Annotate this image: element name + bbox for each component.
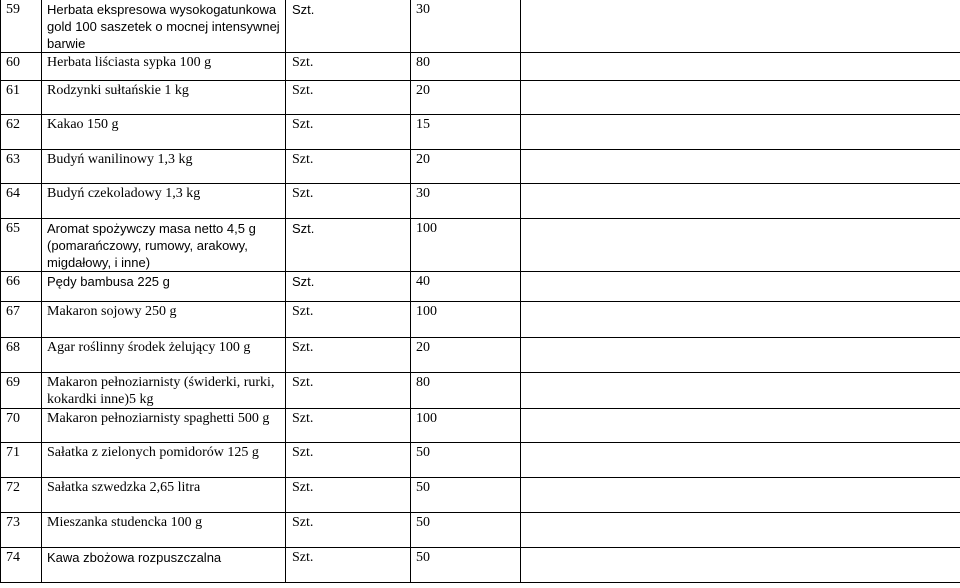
unit-cell: Szt. [286,0,411,53]
quantity-cell: 80 [411,373,521,409]
empty-cell [521,409,960,443]
row-number: 66 [1,272,42,302]
product-name: Budyń wanilinowy 1,3 kg [42,150,286,184]
table-row [1,478,960,513]
unit-cell: Szt. [286,338,411,373]
row-number: 59 [1,0,42,53]
unit-cell: Szt. [286,548,411,583]
product-name: Makaron pełnoziarnisty (świderki, rurki, kokardki inne)5 kg [42,373,286,409]
product-name: Budyń czekoladowy 1,3 kg [42,184,286,219]
table-row [1,81,960,115]
quantity-cell: 50 [411,443,521,478]
product-name: Herbata liściasta sypka 100 g [42,53,286,81]
row-number: 73 [1,513,42,548]
quantity-cell: 20 [411,150,521,184]
product-name: Mieszanka studencka 100 g [42,513,286,548]
product-table-body [1,0,960,583]
quantity-cell: 30 [411,0,521,53]
empty-cell [521,53,960,81]
row-number: 61 [1,81,42,115]
product-name: Pędy bambusa 225 g [42,272,286,302]
product-name: Kawa zbożowa rozpuszczalna [42,548,286,583]
table-row [1,0,960,53]
quantity-cell: 100 [411,409,521,443]
row-number: 74 [1,548,42,583]
row-number: 71 [1,443,42,478]
empty-cell [521,184,960,219]
quantity-cell: 50 [411,478,521,513]
empty-cell [521,513,960,548]
empty-cell [521,115,960,150]
product-name: Makaron sojowy 250 g [42,302,286,338]
row-number: 67 [1,302,42,338]
row-number: 69 [1,373,42,409]
table-row [1,338,960,373]
table-row [1,272,960,302]
quantity-cell: 20 [411,338,521,373]
unit-cell: Szt. [286,443,411,478]
row-number: 60 [1,53,42,81]
empty-cell [521,302,960,338]
table-row [1,184,960,219]
unit-cell: Szt. [286,150,411,184]
table-row [1,373,960,409]
row-number: 70 [1,409,42,443]
product-name: Sałatka szwedzka 2,65 litra [42,478,286,513]
quantity-cell: 20 [411,81,521,115]
empty-cell [521,0,960,53]
unit-cell: Szt. [286,513,411,548]
empty-cell [521,373,960,409]
quantity-cell: 80 [411,53,521,81]
empty-cell [521,81,960,115]
row-number: 63 [1,150,42,184]
product-name: Herbata ekspresowa wysokogatunkowa gold 100 saszetek o mocnej intensywnej barwie [42,0,286,53]
empty-cell [521,548,960,583]
empty-cell [521,272,960,302]
unit-cell: Szt. [286,184,411,219]
product-name: Rodzynki sułtańskie 1 kg [42,81,286,115]
product-name: Makaron pełnoziarnisty spaghetti 500 g [42,409,286,443]
unit-cell: Szt. [286,373,411,409]
empty-cell [521,478,960,513]
table-row [1,150,960,184]
table-row [1,115,960,150]
product-name: Agar roślinny środek żelujący 100 g [42,338,286,373]
row-number: 62 [1,115,42,150]
table-row [1,513,960,548]
quantity-cell: 100 [411,302,521,338]
product-name: Sałatka z zielonych pomidorów 125 g [42,443,286,478]
quantity-cell: 40 [411,272,521,302]
quantity-cell: 30 [411,184,521,219]
unit-cell: Szt. [286,409,411,443]
empty-cell [521,219,960,272]
unit-cell: Szt. [286,478,411,513]
table-row [1,219,960,272]
table-row [1,409,960,443]
empty-cell [521,443,960,478]
product-name: Kakao 150 g [42,115,286,150]
quantity-cell: 15 [411,115,521,150]
unit-cell: Szt. [286,81,411,115]
row-number: 64 [1,184,42,219]
quantity-cell: 50 [411,548,521,583]
product-name: Aromat spożywczy masa netto 4,5 g (pomarańczowy, rumowy, arakowy, migdałowy, i inne) [42,219,286,272]
table-row [1,302,960,338]
empty-cell [521,150,960,184]
unit-cell: Szt. [286,219,411,272]
table-row [1,548,960,583]
table-row [1,53,960,81]
table-row [1,443,960,478]
unit-cell: Szt. [286,115,411,150]
row-number: 65 [1,219,42,272]
unit-cell: Szt. [286,53,411,81]
row-number: 72 [1,478,42,513]
empty-cell [521,338,960,373]
quantity-cell: 100 [411,219,521,272]
unit-cell: Szt. [286,272,411,302]
quantity-cell: 50 [411,513,521,548]
row-number: 68 [1,338,42,373]
unit-cell: Szt. [286,302,411,338]
